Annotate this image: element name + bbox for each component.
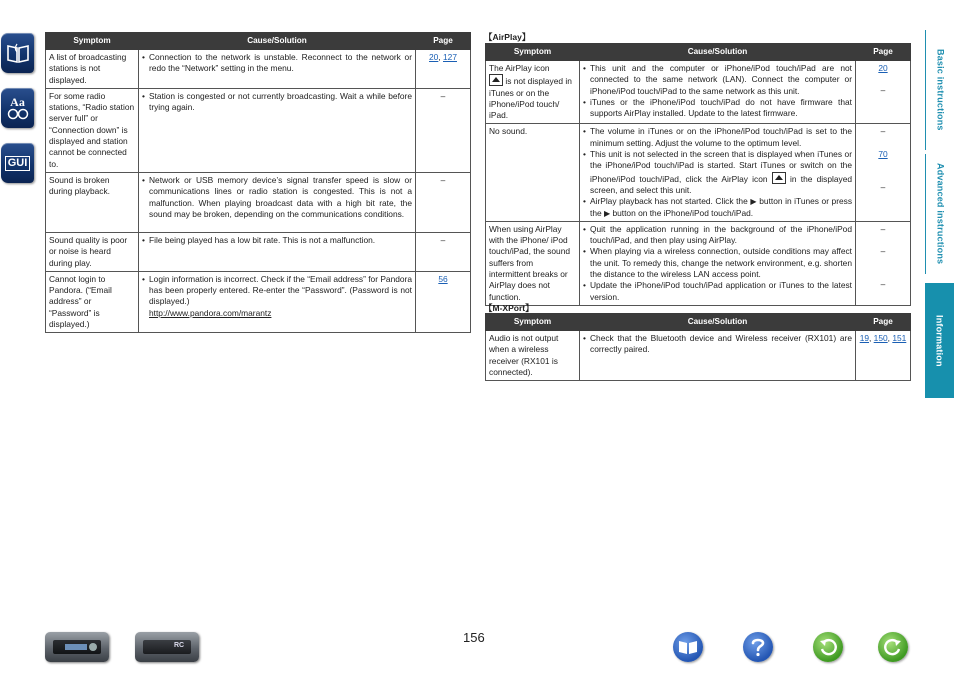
play-icon: ▶ xyxy=(603,208,611,218)
airplay-table xyxy=(485,43,911,306)
gui-label: GUI xyxy=(5,156,31,171)
cause-cell xyxy=(139,232,416,271)
page-cell xyxy=(856,124,911,221)
mxport-heading: 【M-XPort】 xyxy=(484,303,534,313)
page-link[interactable]: 56 xyxy=(438,273,448,284)
manual-book-icon[interactable] xyxy=(1,33,34,73)
page-cell xyxy=(856,61,911,124)
page-dash: – xyxy=(880,246,886,257)
cause-text: This unit is not selected in the screen that is displayed when iTunes or the iPhone/iPod touch/iPad is started. Start iTunes or switch on the iPhone/iPod touch/iPad, click the AirPlay icon xyxy=(590,149,852,184)
table-header-row xyxy=(486,44,911,61)
forward-button[interactable] xyxy=(878,632,908,662)
pandora-url[interactable]: http://www.pandora.com/marantz xyxy=(149,307,272,318)
tab-label: Advanced instructions xyxy=(935,163,946,265)
troubleshooting-table xyxy=(45,32,471,333)
book-icon xyxy=(677,638,699,656)
cause-item xyxy=(142,274,412,319)
remote-label: RC xyxy=(174,642,185,649)
header-page: Page xyxy=(416,33,471,50)
cause-item: • Network or USB memory device’s signal transfer speed is slow or communications lines or radio station is congested. This is not a malfunction. When playing broadcast data with a high bit rate, the sound may be broken, depending on the communications conditions. xyxy=(142,175,412,220)
cause-cell xyxy=(580,61,856,124)
cause-item: • When playing via a wireless connection, outside conditions may affect the unit. To remedy this, change the network environment, e.g. shorten the distance to the wireless LAN access point. xyxy=(583,246,852,280)
symptom-cell xyxy=(486,61,580,124)
header-cause: Cause/Solution xyxy=(139,33,416,50)
cause-cell xyxy=(139,172,416,232)
cause-item: • Update the iPhone/iPod touch/iPad application or iTunes to the latest version. xyxy=(583,280,852,303)
cause-text: in the displayed screen, and select this unit. xyxy=(590,173,853,195)
header-page: Page xyxy=(856,44,911,61)
table-header-row xyxy=(486,314,911,331)
header-page: Page xyxy=(856,314,911,331)
page-dash: – xyxy=(880,182,886,193)
page-cell: 20, 127 xyxy=(416,50,471,89)
back-button[interactable] xyxy=(813,632,843,662)
symptom-cell: Audio is not output when a wireless receiver (RX101 is connected). xyxy=(486,331,580,381)
symptom-cell: A list of broadcasting stations is not displayed. xyxy=(46,50,139,89)
table-row xyxy=(486,331,911,381)
table-header-row xyxy=(46,33,471,50)
symptom-text: The AirPlay icon xyxy=(489,63,550,73)
receiver-front-button[interactable] xyxy=(45,632,109,662)
page-dash: – xyxy=(880,126,886,137)
symptom-cell: Cannot login to Pandora. (“Email address” or “Password” is displayed.) xyxy=(46,271,139,332)
tab-advanced-instructions[interactable] xyxy=(925,154,954,274)
page-link[interactable]: 127 xyxy=(443,52,457,62)
table-row xyxy=(486,124,911,221)
symptom-cell: For some radio stations, “Radio station server full” or “Connection down” is displayed and station cannot be connected to. xyxy=(46,88,139,172)
tab-label: Information xyxy=(934,314,945,367)
table-row xyxy=(46,232,471,271)
cause-cell xyxy=(580,331,856,381)
page-dash: – xyxy=(880,85,886,96)
page-cell: – xyxy=(416,172,471,232)
header-symptom: Symptom xyxy=(486,314,580,331)
table-row xyxy=(46,271,471,332)
table-row xyxy=(46,172,471,232)
cause-cell xyxy=(139,88,416,172)
cause-item: • File being played has a low bit rate. This is not a malfunction. xyxy=(142,235,412,246)
page-cell: – xyxy=(416,232,471,271)
tab-basic-instructions[interactable] xyxy=(925,30,954,150)
gui-icon[interactable] xyxy=(1,143,34,183)
table-row xyxy=(486,61,911,124)
cause-item: • Station is congested or not currently broadcasting. Wait a while before trying again. xyxy=(142,91,412,114)
symptom-cell: Sound quality is poor or noise is heard during play. xyxy=(46,232,139,271)
symptom-text: is not displayed in iTunes or on the iPhone/iPod touch/ iPad. xyxy=(489,76,572,121)
airplay-icon xyxy=(772,172,786,184)
contents-button[interactable] xyxy=(673,632,703,662)
page-cell xyxy=(416,271,471,332)
cause-cell xyxy=(580,124,856,221)
page-cell: 19, 150, 151 xyxy=(856,331,911,381)
cause-text: Login information is incorrect. Check if the “Email address” for Pandora has been properly entered. Re-enter the “Password”. (Password is not displayed.) xyxy=(149,273,412,307)
tab-label: Basic instructions xyxy=(935,49,946,131)
glossary-label: Aa xyxy=(10,95,25,109)
forward-arrow-icon xyxy=(883,637,903,657)
cause-item: • Check that the Bluetooth device and Wireless receiver (RX101) are correctly paired. xyxy=(583,333,852,356)
book-icon xyxy=(5,41,31,65)
page-cell: – xyxy=(416,88,471,172)
table-row xyxy=(46,88,471,172)
page-dash: – xyxy=(880,279,886,290)
glasses-icon xyxy=(6,108,30,120)
airplay-icon xyxy=(489,74,503,86)
table-row xyxy=(486,221,911,305)
back-arrow-icon xyxy=(818,637,838,657)
page-link[interactable]: 70 xyxy=(878,148,888,159)
page-link[interactable]: 19 xyxy=(859,333,870,343)
cause-item: • This unit and the computer or iPhone/iPod touch/iPad are not connected to the same network (LAN). Connect the computer or iPhone/iPod touch/iPad to the same network as this unit. xyxy=(583,63,852,97)
help-button[interactable] xyxy=(743,632,773,662)
table-row xyxy=(46,50,471,89)
tab-information[interactable] xyxy=(925,283,954,398)
receiver-icon xyxy=(53,640,101,654)
play-icon: ▶ xyxy=(750,197,757,207)
cause-text: button on the iPhone/iPod touch/iPad. xyxy=(610,207,754,218)
page-number: 156 xyxy=(463,630,485,645)
cause-item xyxy=(583,149,852,196)
header-symptom: Symptom xyxy=(486,44,580,61)
page-dash: – xyxy=(880,223,886,234)
cause-cell xyxy=(139,271,416,332)
airplay-heading: 【AirPlay】 xyxy=(484,32,531,42)
cause-text: AirPlay playback has not started. Click the xyxy=(590,196,748,207)
cause-item: • Connection to the network is unstable. Reconnect to the network or redo the “Network” setting in the menu. xyxy=(142,52,412,75)
header-cause: Cause/Solution xyxy=(580,314,856,331)
receiver-rear-icon xyxy=(143,640,191,654)
cause-cell xyxy=(580,221,856,305)
page-link[interactable]: 150 xyxy=(873,333,888,343)
page-cell xyxy=(856,221,911,305)
symptom-cell: No sound. xyxy=(486,124,580,221)
glossary-icon[interactable] xyxy=(1,88,34,128)
header-symptom: Symptom xyxy=(46,33,139,50)
page-link[interactable]: 20 xyxy=(429,52,439,62)
mxport-table xyxy=(485,313,911,381)
receiver-rear-button[interactable] xyxy=(135,632,199,662)
cause-item: • Quit the application running in the background of the iPhone/iPod touch/iPad, and then play using AirPlay. xyxy=(583,224,852,247)
cause-item xyxy=(583,196,852,219)
page-link[interactable]: 20 xyxy=(878,63,888,73)
cause-item: • The volume in iTunes or on the iPhone/iPod touch/iPad is set to the minimum setting. Adjust the volume to the optimum level. xyxy=(583,126,852,149)
cause-text: button in iTunes or press the xyxy=(590,196,853,218)
header-cause: Cause/Solution xyxy=(580,44,856,61)
symptom-cell: When using AirPlay with the iPhone/ iPod touch/iPad, the sound suffers from intermittent breaks or AirPlay does not function. xyxy=(486,221,580,305)
question-icon xyxy=(750,637,766,657)
symptom-cell: Sound is broken during playback. xyxy=(46,172,139,232)
cause-cell xyxy=(139,50,416,89)
page-link[interactable]: 151 xyxy=(892,333,907,343)
cause-item: • iTunes or the iPhone/iPod touch/iPad do not have firmware that supports AirPlay installed. Update to the latest firmware. xyxy=(583,97,852,120)
